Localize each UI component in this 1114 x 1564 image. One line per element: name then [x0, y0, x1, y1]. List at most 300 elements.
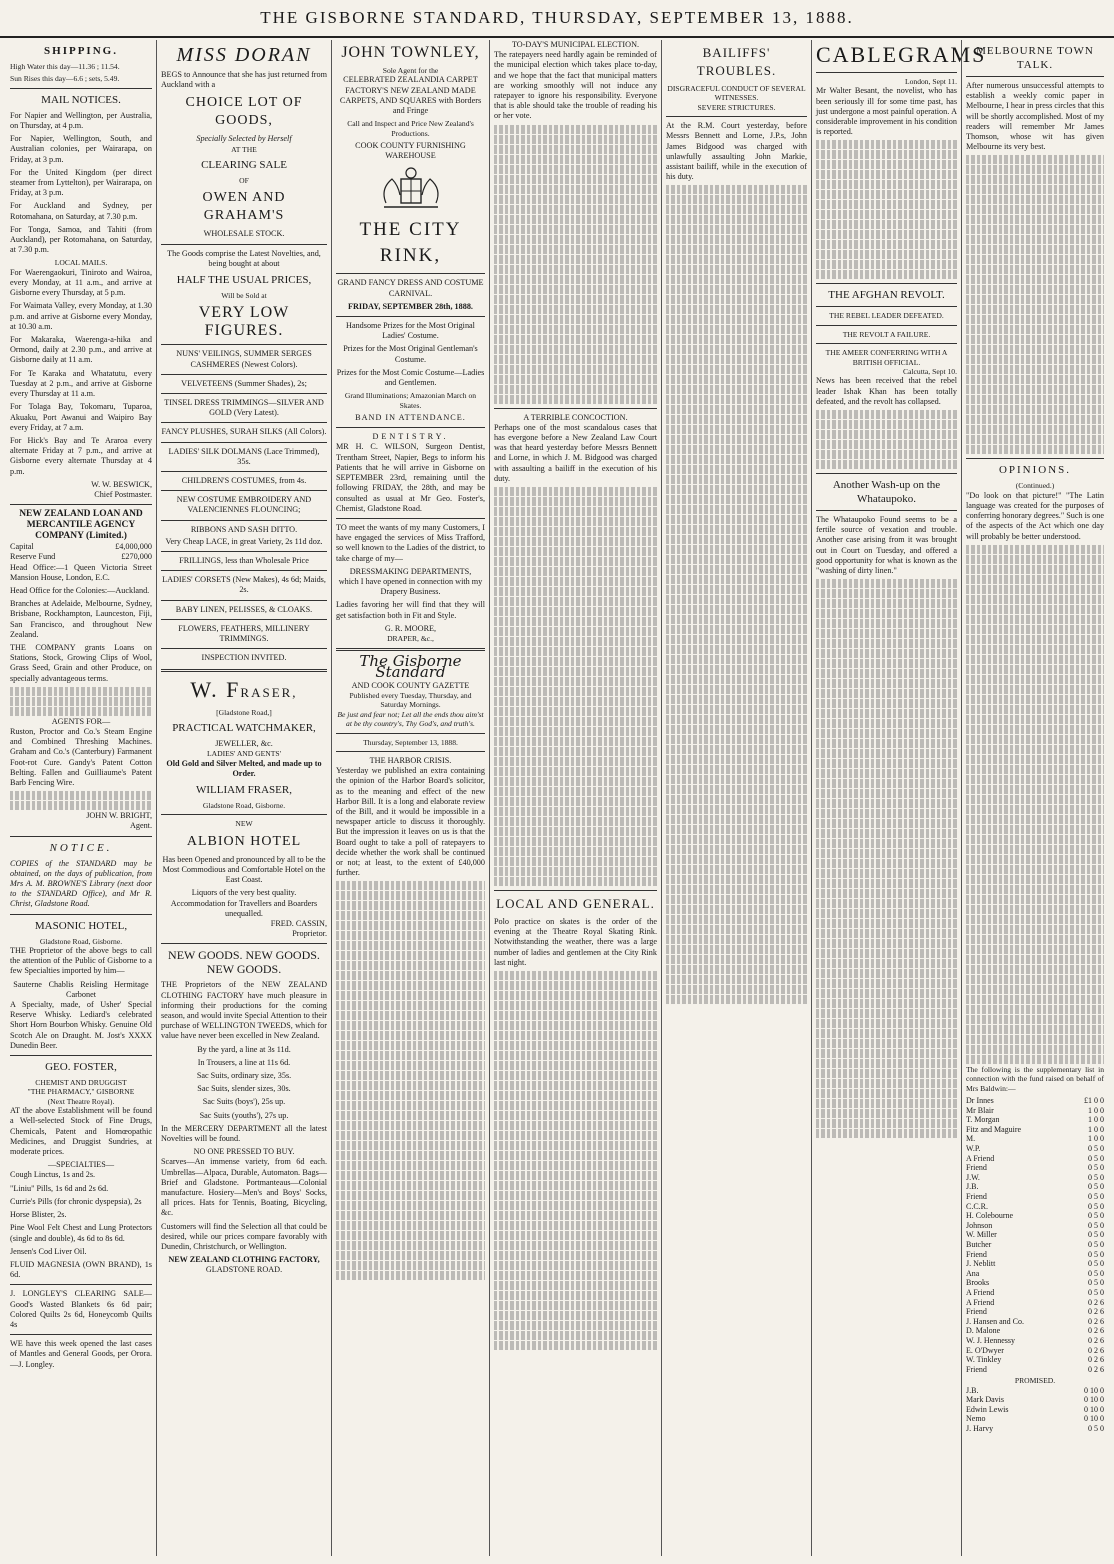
albion-new: NEW [235, 819, 253, 829]
list-row [966, 1144, 1104, 1154]
mail-item: For Auckland and Sydney, per Rotomahana, on Saturday, at 7.30 p.m. [10, 201, 152, 221]
text-filler [966, 305, 1104, 314]
divider [336, 518, 485, 519]
wholesale-stock: WHOLESALE STOCK. [203, 229, 285, 239]
divider [10, 504, 152, 505]
text-filler [494, 677, 657, 686]
list-amount: 0 2 6 [1088, 1326, 1104, 1336]
text-filler [336, 1161, 485, 1170]
local-mail-item: For Tolaga Bay, Tokomaru, Tuparoa, Akuaku, Port Awanui and Waipiro Bay every Friday, at 7 a.m. [10, 402, 152, 432]
half-prices: HALF THE USUAL PRICES, [176, 274, 312, 287]
text-filler [494, 667, 657, 676]
list-amount: 0 5 0 [1088, 1278, 1104, 1288]
list-row [966, 1288, 1104, 1298]
text-filler [666, 705, 807, 714]
text-filler [494, 1181, 657, 1190]
divider [10, 1334, 152, 1335]
text-filler [666, 415, 807, 424]
nzcf-price: By the yard, a line at 3s 11d. [197, 1044, 291, 1054]
text-filler [494, 255, 657, 264]
text-filler [816, 599, 957, 608]
text-filler [494, 1341, 657, 1350]
opinions-text: "Do look on that picture!" "The Latin language was created for the purposes of conferring honorary degrees." Such is one of the aspects of the Act which one day will probably be better understood. [966, 490, 1104, 541]
text-filler [966, 395, 1104, 404]
nzcf-goods: Scarves—An immense variety, from 6d each. Umbrellas—Alpaca, Durable, Automaton. Bags—Brief and Gladstone. Portmanteaus—Colonial manufacture. Hosiery—Men's and Boys' Socks, all prices. Hats for Tennis, Boating, Bicycling, &c. [161, 1157, 327, 1218]
divider [161, 471, 327, 472]
text-filler [966, 275, 1104, 284]
list-amount: 0 2 6 [1088, 1297, 1104, 1307]
longley-text: J. LONGLEY'S CLEARING SALE—Good's Wasted Blankets 6s 6d pair; Colored Quilts 2s 6d, Honeycomb Quilts 4s [10, 1289, 152, 1329]
divider [816, 510, 957, 511]
masonic-heading: MASONIC HOTEL, [34, 919, 128, 932]
cablegrams-heading: CABLEGRAMS [816, 42, 987, 67]
text-filler [816, 699, 957, 708]
text-filler [966, 565, 1104, 574]
paper-motto: Be just and fear not; Let all the ends thou aim'st at be thy country's, Thy God's, and truth's. [337, 709, 484, 729]
text-filler [494, 617, 657, 626]
text-filler [494, 1031, 657, 1040]
text-filler [666, 375, 807, 384]
text-filler [666, 245, 807, 254]
text-filler [494, 717, 657, 726]
masonic-text: THE Proprietor of the above begs to call the attention of the Public of Gisborne to a few Specialties imported by him— [10, 946, 152, 976]
divider [10, 914, 152, 915]
text-filler [816, 839, 957, 848]
fraser-heading [161, 677, 327, 706]
divider [161, 422, 327, 423]
text-filler [666, 795, 807, 804]
text-filler [336, 941, 485, 950]
text-filler [816, 749, 957, 758]
list-amount: 0 5 0 [1088, 1153, 1104, 1163]
text-filler [666, 275, 807, 284]
text-filler [494, 847, 657, 856]
specialties-heading: —SPECIALTIES— [47, 1160, 115, 1170]
text-filler [666, 255, 807, 264]
text-filler [966, 205, 1104, 214]
column-1 [6, 40, 156, 1556]
foster-subheading: CHEMIST AND DRUGGIST [35, 1078, 127, 1088]
text-filler [816, 210, 957, 219]
text-filler [494, 647, 657, 656]
text-filler [336, 1141, 485, 1150]
mail-item: For Napier, Wellington, South, and Australian colonies, per Wairarapa, on Friday, at 3 p.m. [10, 134, 152, 164]
text-filler [816, 829, 957, 838]
specialty-item: Jensen's Cod Liver Oil. [10, 1246, 87, 1256]
list-amount: 0 2 6 [1088, 1316, 1104, 1326]
text-filler [966, 385, 1104, 394]
text-filler [666, 185, 807, 194]
text-filler [966, 315, 1104, 324]
text-filler [336, 1051, 485, 1060]
text-filler [816, 789, 957, 798]
list-amount: 0 5 0 [1088, 1259, 1104, 1269]
nzcf-price: In Trousers, a line at 11s 6d. [197, 1057, 291, 1067]
specialty-item: Horse Blister, 2s. [10, 1210, 67, 1220]
text-filler [816, 240, 957, 249]
tide-line-1: High Water this day—11.36 ; 11.54. [10, 62, 120, 71]
divider [10, 1284, 152, 1285]
text-filler [494, 375, 657, 384]
divider [10, 1055, 152, 1056]
list-name: M. [966, 1134, 976, 1144]
text-filler [966, 845, 1104, 854]
bailiffs-subheading: DISGRACEFUL CONDUCT OF SEVERAL WITNESSES. [667, 84, 806, 103]
text-filler [816, 859, 957, 868]
text-filler [494, 1221, 657, 1230]
wine-item: Chablis [48, 979, 74, 989]
goods-line: LADIES' SILK DOLMANS (Lace Trimmed), 35s. [168, 446, 320, 466]
text-filler [816, 589, 957, 598]
text-filler [494, 315, 657, 324]
fraser-address: [Gladstone Road,] [216, 707, 272, 717]
goods-line: Very Cheap LACE, in great Variety, 2s 11d doz. [165, 536, 323, 546]
list-row [966, 1163, 1104, 1173]
text-filler [966, 695, 1104, 704]
text-filler [336, 1001, 485, 1010]
text-filler [494, 487, 657, 496]
text-filler [666, 555, 807, 564]
text-filler [666, 815, 807, 824]
text-filler [494, 215, 657, 224]
divider [494, 890, 657, 891]
text-filler [966, 425, 1104, 434]
text-filler [494, 1051, 657, 1060]
divider [161, 600, 327, 601]
text-filler [816, 260, 957, 269]
text-filler [494, 1001, 657, 1010]
text-filler [666, 955, 807, 964]
divider [161, 442, 327, 443]
afghan-text: News has been received that the rebel leader Ishak Khan has been totally defeated, and the revolt has collapsed. [816, 376, 957, 406]
text-filler [816, 949, 957, 958]
text-filler [336, 1131, 485, 1140]
text-filler [816, 919, 957, 928]
text-filler [666, 755, 807, 764]
text-filler [966, 735, 1104, 744]
washup-text: The Whataupoko Found seems to be a fertile source of vexation and trouble. Another case arising from it was brought out in Court on Tuesday, and offered a good opportunity for what is known as the "washing of dirty linen." [816, 515, 957, 576]
nzcf-department: In the MERCERY DEPARTMENT all the latest Novelties will be found. [161, 1123, 327, 1143]
very-low-figures: VERY LOW FIGURES. [198, 304, 290, 340]
mail-item: For Napier and Wellington, per Australia, on Thursday, at 4 p.m. [10, 110, 152, 131]
text-filler [966, 615, 1104, 624]
text-filler [966, 855, 1104, 864]
capital-label: Capital [10, 542, 34, 552]
text-filler [494, 971, 657, 980]
rink-prize: Prizes for the Most Original Gentleman's Costume. [343, 344, 478, 364]
list-row [966, 1269, 1104, 1279]
list-row [966, 1173, 1104, 1183]
list-amount: 1 0 0 [1088, 1115, 1104, 1125]
text-filler [966, 745, 1104, 754]
text-filler [494, 1021, 657, 1030]
text-filler [494, 1301, 657, 1310]
text-filler [336, 1251, 485, 1260]
text-filler [666, 765, 807, 774]
reserve-row [10, 552, 152, 562]
text-filler [816, 619, 957, 628]
text-filler [816, 1059, 957, 1068]
list-row [966, 1424, 1104, 1434]
list-name: W. J. Hennessy [966, 1335, 1016, 1345]
local-mail-item: For Makaraka, Waerenga-a-hika and Ormond, daily at 2.30 p.m., and arrive at Gisborne daily at 11 a.m. [10, 335, 152, 365]
list-name: Fitz and Maguire [966, 1124, 1022, 1134]
divider [666, 116, 807, 117]
list-amount: 1 0 0 [1088, 1134, 1104, 1144]
election-text: The ratepayers need hardly again be reminded of the municipal election which takes place to-day, and we hope that the fact that municipal matters are working smoothly will not induce any ratepayer to ignore his responsibility. Everyone that is able should take the trouble of reading his or her vote. [494, 50, 657, 121]
specialty-item: FLUID MAGNESIA (OWN BRAND), 1s 6d. [10, 1259, 152, 1280]
head-office: Head Office:—1 Queen Victoria Street Mansion House, London, E.C. [10, 562, 152, 582]
text-filler [966, 215, 1104, 224]
text-filler [816, 1069, 957, 1078]
text-filler [966, 925, 1104, 934]
list-amount: 0 5 0 [1088, 1268, 1104, 1278]
divider [494, 408, 657, 409]
colonies-office: Head Office for the Colonies:—Auckland. [10, 585, 150, 595]
text-filler [966, 885, 1104, 894]
text-filler [816, 220, 957, 229]
text-filler [966, 895, 1104, 904]
text-filler [666, 965, 807, 974]
text-filler [666, 465, 807, 474]
afghan-subheading: THE REBEL LEADER DEFEATED. [829, 311, 944, 321]
text-filler [966, 345, 1104, 354]
goods-line: FRILLINGS, less than Wholesale Price [179, 556, 309, 566]
list-row [966, 1298, 1104, 1308]
text-filler [336, 1061, 485, 1070]
text-filler [494, 1141, 657, 1150]
list-amount: 1 0 0 [1088, 1105, 1104, 1115]
text-filler [494, 607, 657, 616]
paper-title: The Gisborne Standard [359, 652, 462, 681]
fraser-trade: PRACTICAL WATCHMAKER, [172, 721, 316, 734]
text-filler [816, 450, 957, 459]
text-filler [666, 655, 807, 664]
text-filler [666, 635, 807, 644]
text-filler [494, 827, 657, 836]
list-name: H. Colebourne [966, 1211, 1014, 1221]
text-filler [966, 775, 1104, 784]
list-row [966, 1125, 1104, 1135]
text-filler [666, 605, 807, 614]
text-filler [666, 475, 807, 484]
list-row [966, 1134, 1104, 1144]
list-row [966, 1106, 1104, 1116]
text-filler [666, 215, 807, 224]
text-filler [816, 719, 957, 728]
text-filler [816, 190, 957, 199]
text-filler [666, 595, 807, 604]
divider [161, 244, 327, 245]
local-mail-item: For Waimata Valley, every Monday, at 1.30 p.m. and arrive at Gisborne every Monday, at 10.30 a.m. [10, 301, 152, 331]
concoction-text: Perhaps one of the most scandalous cases that has evergone before a New Zealand Law Court was that heard yesterday before Messrs Bennett and Lorne, in which J. M. Bidgood was charged with assaulting a bailiff in the execution of his duty. [494, 422, 657, 483]
list-row [966, 1192, 1104, 1202]
text-filler [816, 939, 957, 948]
specialty-item: "Liniu" Pills, 1s 6d and 2s 6d. [10, 1183, 109, 1193]
divider [161, 490, 327, 491]
text-filler [494, 325, 657, 334]
text-filler [966, 225, 1104, 234]
text-filler [666, 235, 807, 244]
text-filler [816, 649, 957, 658]
text-filler [336, 1201, 485, 1210]
text-filler [816, 689, 957, 698]
divider [161, 393, 327, 394]
text-filler [966, 995, 1104, 1004]
divider [816, 283, 957, 284]
goods-line: NEW COSTUME EMBROIDERY AND VALENCIENNES FLOUNCING; [176, 495, 312, 515]
text-filler [10, 697, 152, 706]
text-filler [336, 1231, 485, 1240]
moore-text-3: Ladies favoring her will find that they will get satisfaction both in Fit and Style. [336, 600, 485, 620]
text-filler [666, 995, 807, 1004]
list-row [966, 1307, 1104, 1317]
text-filler [966, 715, 1104, 724]
goods-line: BABY LINEN, PELISSES, & CLOAKS. [175, 604, 313, 614]
text-filler [494, 727, 657, 736]
text-filler [666, 885, 807, 894]
text-filler [816, 1079, 957, 1088]
foster-heading: GEO. FOSTER, [45, 1061, 117, 1074]
text-filler [666, 575, 807, 584]
paper-publication: Published every Tuesday, Thursday, and Saturday Mornings. [349, 690, 472, 710]
masthead-title: THE GISBORNE STANDARD, THURSDAY, SEPTEMBER 13, 1888. [260, 8, 854, 27]
nzcf-text: THE Proprietors of the NEW ZEALAND CLOTHING FACTORY have much pleasure in informing their productions for the coming season, and would invite Special Attention to their purchase of WELLINGTON TWEEDS, which for value have never been excelled in New Zealand. [161, 980, 327, 1041]
text-filler [966, 665, 1104, 674]
list-row [966, 1317, 1104, 1327]
list-row [966, 1115, 1104, 1125]
text-filler [666, 315, 807, 324]
foster-text: AT the above Establishment will be found a Well-selected Stock of Fine Drugs, Chemicals, Patent and Homœopathic Medicines, and Druggist Sundries, at moderate prices. [10, 1106, 152, 1157]
text-filler [494, 1161, 657, 1170]
text-filler [494, 1271, 657, 1280]
divider [161, 551, 327, 552]
list-name: Friend [966, 1192, 987, 1201]
list-intro: The following is the supplementary list in connection with the fund raised on behalf of Mrs Baldwin:— [966, 1064, 1104, 1093]
washup-heading: Another Wash-up on the Whataupoko. [832, 479, 941, 506]
text-filler [666, 405, 807, 414]
list-row [966, 1202, 1104, 1212]
goods-line: LADIES' CORSETS (New Makes), 4s 6d; Maids, 2s. [162, 575, 326, 595]
text-filler [336, 931, 485, 940]
text-filler [336, 981, 485, 990]
goods-line: VELVETEENS (Summer Shades), 2s; [181, 378, 307, 388]
albion-heading: ALBION HOTEL [186, 833, 302, 849]
text-filler [816, 1089, 957, 1098]
text-filler [336, 1151, 485, 1160]
band-attendance: BAND IN ATTENDANCE. [355, 413, 466, 423]
text-filler [336, 1221, 485, 1230]
list-name: Mark Davis [966, 1395, 1004, 1405]
divider [161, 669, 327, 672]
list-amount: 0 2 6 [1088, 1345, 1104, 1355]
fraser-line: LADIES' AND GENTS' [206, 749, 282, 759]
text-filler [494, 867, 657, 876]
text-filler [666, 615, 807, 624]
divider [966, 458, 1104, 459]
text-filler [494, 587, 657, 596]
text-filler [494, 787, 657, 796]
divider [336, 648, 485, 651]
list-row [966, 1386, 1104, 1396]
text-filler [816, 460, 957, 469]
text-filler [494, 1241, 657, 1250]
text-filler [494, 185, 657, 194]
text-filler [816, 1099, 957, 1108]
text-filler [494, 597, 657, 606]
postmaster-signature: W. W. BESWICK, [91, 479, 152, 489]
text-filler [336, 1041, 485, 1050]
albion-role: Proprietor. [292, 929, 327, 939]
text-filler [816, 639, 957, 648]
afghan-place: Calcutta, Sept 10. [903, 367, 957, 377]
wine-list [10, 980, 152, 1000]
list-name: A Friend [966, 1297, 995, 1307]
column-4 [489, 40, 661, 1556]
text-filler [494, 687, 657, 696]
text-filler [494, 345, 657, 354]
text-filler [666, 915, 807, 924]
list-row [966, 1154, 1104, 1164]
text-filler [336, 1081, 485, 1090]
text-filler [666, 445, 807, 454]
of-label: OF [239, 176, 249, 186]
text-filler [494, 547, 657, 556]
goods-line: FANCY PLUSHES, SURAH SILKS (All Colors). [161, 427, 327, 437]
text-filler [966, 1005, 1104, 1014]
text-filler [336, 891, 485, 900]
list-amount: 0 10 0 [1084, 1414, 1104, 1424]
text-filler [494, 1291, 657, 1300]
text-filler [494, 517, 657, 526]
text-filler [666, 495, 807, 504]
text-filler [966, 965, 1104, 974]
text-filler [816, 869, 957, 878]
text-filler [816, 160, 957, 169]
mail-notices-heading: MAIL NOTICES. [41, 93, 121, 106]
text-filler [494, 1331, 657, 1340]
nzcf-price: Sac Suits, slender sizes, 30s. [197, 1084, 291, 1094]
list-amount: 0 5 0 [1088, 1163, 1104, 1173]
text-filler [666, 835, 807, 844]
moore-text: TO meet the wants of my many Customers, I have engaged the services of Miss Trafford, so well known to the Ladies of the district, to take charge of my— [336, 522, 485, 563]
list-amount: 0 5 0 [1088, 1230, 1104, 1240]
text-filler [494, 637, 657, 646]
text-filler [666, 545, 807, 554]
text-filler [966, 655, 1104, 664]
text-filler [816, 250, 957, 259]
list-name: Johnson [966, 1220, 993, 1230]
text-filler [336, 1011, 485, 1020]
text-filler [336, 1181, 485, 1190]
text-filler [666, 735, 807, 744]
moore-dressmaking: DRESSMAKING DEPARTMENTS, [349, 566, 472, 576]
afghan-heading: THE AFGHAN REVOLT. [828, 289, 945, 302]
text-filler [666, 285, 807, 294]
fraser-line-2: Old Gold and Silver Melted, and made up to Order. [166, 758, 322, 778]
text-filler [966, 285, 1104, 294]
text-filler [966, 255, 1104, 264]
list-row [966, 1355, 1104, 1365]
text-filler [816, 929, 957, 938]
specialty-item: Pine Wool Felt Chest and Lung Protectors (single and double), 4s 6d to 8s 6d. [10, 1223, 152, 1243]
goods-line: NUNS' VEILINGS, SUMMER SERGES CASHMERES (Newest Colors). [176, 349, 312, 369]
text-filler [966, 1035, 1104, 1044]
text-filler [966, 705, 1104, 714]
text-filler [494, 1191, 657, 1200]
text-filler [494, 577, 657, 586]
goods-line: CHILDREN'S COSTUMES, from 4s. [181, 476, 307, 486]
